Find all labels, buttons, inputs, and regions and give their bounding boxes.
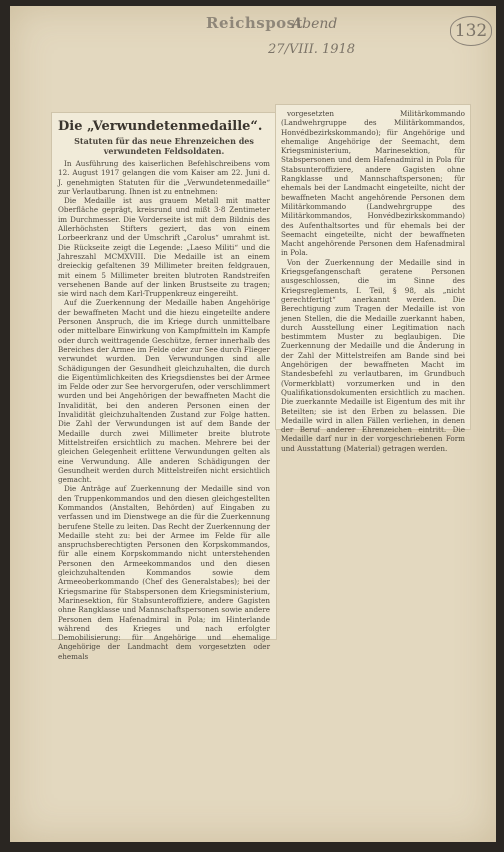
handwritten-edition-note: Abend: [292, 16, 338, 32]
newspaper-masthead: Reichspost: [206, 14, 304, 32]
handwritten-page-number: 132: [450, 16, 492, 46]
article-paragraph: Auf die Zuerkennung der Medaille haben Angehörige der bewaffneten Macht und die hiezu eingeteilte andere Personen Anspruch, die im Kriege durch unmittelbare oder mittelbare Einwirkung von Kampfmitteln im Kampfe oder durch weittragende Geschütze, ferner innerhalb des Bereiches der Armee im Felde oder zur See durch Flieger verwundet wurden. Den Verwundungen sind alle Schädigungen der Gesundheit gleichzuhalten, die durch die Eigentümlichkeiten des Kriegsdienstes bei der Armee im Felde oder zur See hervorgerufen, oder verschlimmert wurden und bei Angehörigen der bewaffneten Macht die Invalidität, bei den anderen Personen einen der Invalidität gleichzuhaltenden Zustand zur Folge hatten. Die Zahl der Verwundungen ist auf dem Bande der Medaille durch zwei Millimeter breite blutrote Mittelstreifen ersichtlich zu machen. Mehrere bei der gleichen Gelegenheit erlittene Verwundungen gelten als eine Verwundung. Alle anderen Schädigungen der Gesundheit werden durch Mittelstreifen nicht ersichtlich gemacht.: [58, 298, 270, 485]
article-paragraph: Von der Zuerkennung der Medaille sind in Kriegsgefangenschaft geratene Personen ausgeschlossen, die im Sinne des Kriegsreglements, I. Teil, § 98, als „nicht gerechtfertigt“ anerkannt werden. Die Berechtigung zum Tragen der Medaille ist von jenen Stellen, die die Medaille zuerkannt haben, durch Ausstellung einer Legitimation nach bestimmtem Muster zu beglaubigen. Die Zuerkennung der Medaille und die Änderung in der Zahl der Mittelstreifen am Bande sind bei Angehörigen der bewaffneten Macht im Standesbefehl zu verlautbaren, im Grundbuch (Vormerkblatt) vorzumerken und in den Qualifikationsdokumenten ersichtlich zu machen. Die zuerkannte Medaille ist Eigentum des mit ihr Beteilten; sie ist den Erben zu belassen. Die Medaille wird in allen Fällen verliehen, in denen der Beruf anderer Ehrenzeichen eintritt. Die Medaille darf nur in der vorgeschriebenen Form und Ausstattung (Material) getragen werden.: [281, 257, 465, 453]
article-paragraph: vorgesetzten Militärkommando (Landwehrgruppe des Militärkommandos, Honvédbezirkskommando); für Angehörige und ehemalige Angehörige der Seemacht, dem Kriegsministerium, Marinesektion, für Stabspersonen und dem Hafenadmiral in Pola für Stabsunteroffiziere, andere Gagisten ohne Rangklasse und Mannschaftspersonen; für ehemals bei der Landmacht eingeteilte, nicht der bewaffneten Macht angehörende Personen dem Militärkommando (Landwehrgruppe des Militärkommandos, Honvédbezirkskommando) des Aufenthaltsortes und für ehemals bei der Seemacht eingeteilte, nicht der bewaffneten Macht angehörende Personen dem Hafenadmiral in Pola.: [281, 109, 465, 258]
article-clipping-right: [275, 104, 471, 453]
handwritten-date-note: 27/VIII. 1918: [268, 42, 356, 57]
article-headline: Die „Verwundetenmedaille“.: [58, 119, 263, 134]
article-clipping-left: [51, 112, 277, 661]
article-paragraph: Die Anträge auf Zuerkennung der Medaille sind von den Truppenkommandos und den diesen gleichgestellten Kommandos (Anstalten, Behörden) auf Eingaben zu verfassen und im Dienstwege an die für die Zuerkennung berufene Stelle zu leiten. Das Recht der Zuerkennung der Medaille steht zu: bei der Armee im Felde für alle anspruchsberechtigten Personen den Korpskommandos, für alle einem Korpskommando nicht unterstehenden Personen den Armeekommandos und den diesen gleichzuhaltenden Kommandos sowie dem Armeeoberkommando (Chef des Generalstabes); bei der Kriegsmarine für Stabspersonen dem Kriegsministerium, Marinesektion, für Stabsunteroffiziere, andere Gagisten ohne Rangklasse und Mannschaftspersonen sowie andere Personen dem Hafenadmiral in Pola; im Hinterlande während des Krieges und nach erfolgter Demobilisierung: für Angehörige und ehemalige Angehörige der Landmacht dem vorgesetzten oder ehemals: [58, 484, 270, 661]
article-subheadline: Statuten für das neue Ehrenzeichen des verwundeten Feldsoldaten.: [74, 136, 254, 156]
article-paragraph: In Ausführung des kaiserlichen Befehlschreibens vom 12. August 1917 gelangen die vom Kaiser am 22. Juni d. J. genehmigten Statuten für die „Verwundetenmedaille“ zur Verlautbarung. Ihnen ist zu entnehmen:: [58, 159, 270, 196]
article-paragraph: Die Medaille ist aus grauem Metall mit matter Oberfläche geprägt, kreisrund und mißt 3·8 Zentimeter im Durchmesser. Die Vorderseite ist mit dem Bildnis des Allerhöchsten Stifters geziert, das von einem Lorbeerkranz und der Umschrift „Carolus“ umrahmt ist. Die Rückseite zeigt die Legende: „Laeso Militi“ und die Jahreszahl MCMXVIII. Die Medaille ist an einem dreieckig gefaltenen 39 Millimeter breiten feldgrauen, mit einem 5 Millimeter breiten blutroten Randstreifen versehenen Bande auf der linken Brustseite zu tragen; sie wird nach dem Karl-Truppenkreuz eingereiht.: [58, 196, 270, 299]
